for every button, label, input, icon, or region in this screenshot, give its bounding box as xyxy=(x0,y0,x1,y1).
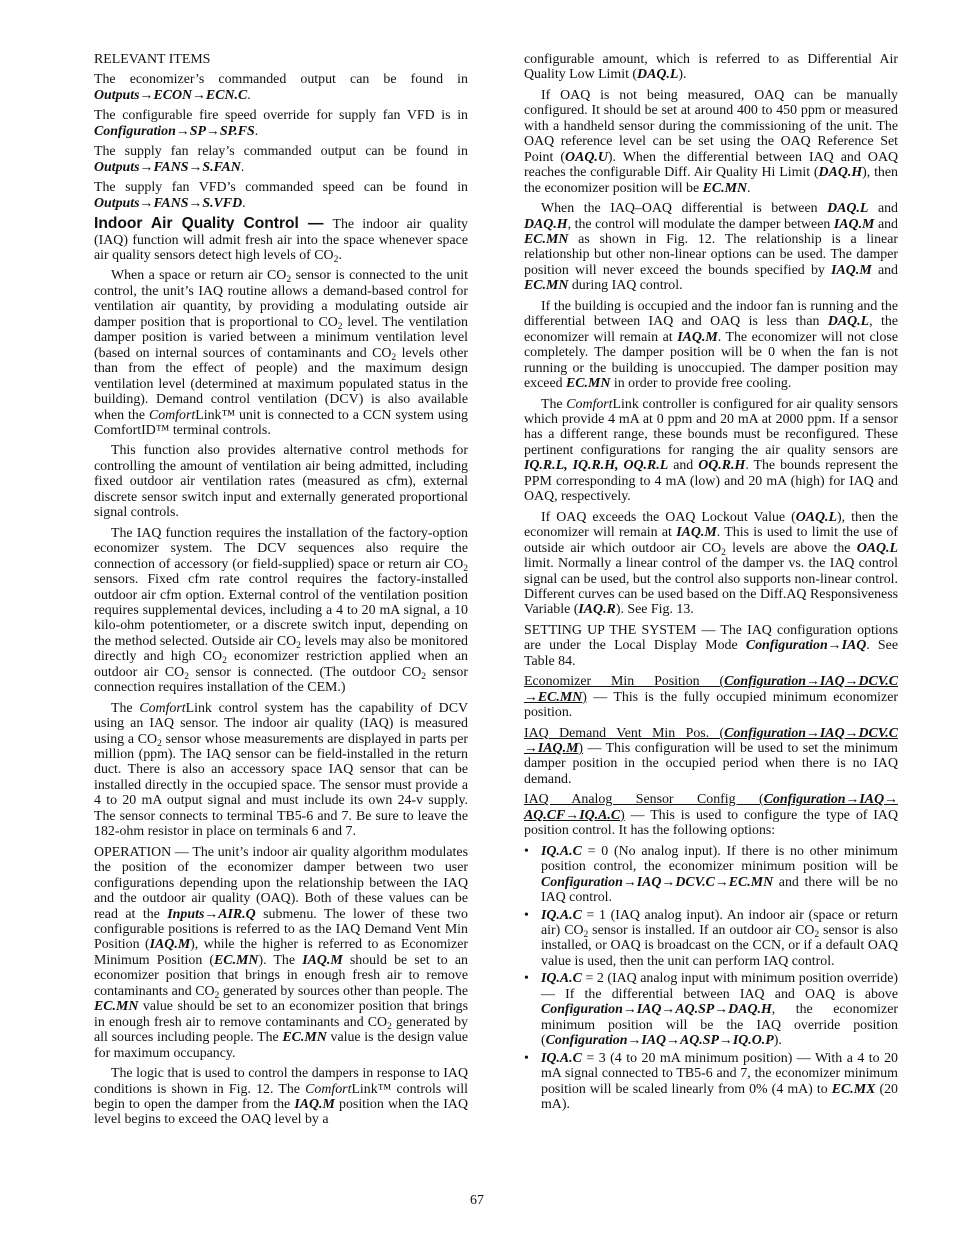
text-run: IAQ.R xyxy=(578,602,616,618)
text-run: should be set to an economizer position that brings in enough fresh air to remove contaminants and CO xyxy=(94,952,468,999)
subscript: 2 xyxy=(463,563,468,574)
text-run: IAQ Demand Vent Min Pos. ( xyxy=(524,725,725,741)
paragraph xyxy=(524,792,898,838)
text-run: OAQ.L xyxy=(856,540,898,556)
text-run: Configuration→SP→SP.FS xyxy=(94,123,255,139)
text-run: sensor is connected to the unit control, the unit’s IAQ routine allows a demand-based control for ventilation air quantity, by providing a modulating outside air damper position that is proportional to CO xyxy=(94,268,469,330)
paragraph xyxy=(524,201,898,294)
paragraph xyxy=(524,88,898,196)
text-run: Configuration→IAQ→AQ.SP→IQ.O.P xyxy=(545,1033,774,1049)
text-run: . The economizer will not close completely. The damper position will be 0 when the fan is not running or the building is unoccupied. The damper position may exceed xyxy=(524,329,898,392)
text-run: and xyxy=(668,458,699,474)
text-run: configurable amount, which is referred to as Differential Air Quality Low Limit ( xyxy=(524,52,898,83)
text-run: ), while the higher is referred to as Economizer Minimum Position ( xyxy=(94,937,468,968)
bullet-icon: • xyxy=(524,907,529,923)
text-run: Configuration→IAQ→ AQ.CF→IQ.A.C xyxy=(524,792,898,823)
text-run: ) xyxy=(620,807,625,823)
text-run: EC.MN xyxy=(566,376,611,392)
paragraph xyxy=(524,674,898,720)
text-run: Comfort xyxy=(139,700,186,716)
text-run: DAQ.L xyxy=(827,201,869,217)
section-heading: Indoor Air Quality Control — xyxy=(94,215,333,233)
text-run: and xyxy=(874,216,898,232)
text-run: IAQ.M xyxy=(294,1097,335,1112)
subscript: 2 xyxy=(296,640,301,651)
text-run: When the IAQ–OAQ differential is between xyxy=(541,201,828,217)
text-run: in order to provide free cooling. xyxy=(610,376,792,392)
text-run: OAQ.U xyxy=(565,149,608,165)
text-run: = 2 (IAQ analog input with minimum position override) — If the differential between IAQ and OAQ is above xyxy=(541,971,898,1002)
page-number: 67 xyxy=(470,1193,484,1208)
right-paragraphs xyxy=(524,52,898,839)
subscript: 2 xyxy=(814,930,820,941)
text-run: ), then the economizer position will be xyxy=(524,165,898,196)
text-run: OAQ.L xyxy=(795,509,837,525)
text-run: . This is used to limit the use of outside air which outdoor air CO xyxy=(524,525,898,556)
text-run: The economizer’s commanded output can be found in xyxy=(94,72,468,88)
text-run: IAQ.M xyxy=(676,525,717,541)
text-run: limit. Normally a linear control of the damper vs. the IAQ control signal can be used, but the control also supports non-linear control. Different curves can be used based on the Diff.AQ Responsiveness Variable ( xyxy=(524,556,898,618)
text-run: DAQ.H xyxy=(524,216,568,232)
text-run: IQ.A.C xyxy=(541,843,582,859)
subscript: 2 xyxy=(421,671,426,682)
text-run: DAQ.L xyxy=(827,314,870,330)
subscript: 2 xyxy=(337,321,343,332)
text-run: Economizer Min Position ( xyxy=(524,674,725,690)
text-run: . xyxy=(242,195,246,211)
paragraph xyxy=(94,72,468,103)
subscript: 2 xyxy=(222,656,227,667)
text-run: ). xyxy=(773,1033,782,1049)
text-run: The configurable fire speed override for supply fan VFD is in xyxy=(94,108,468,124)
bullet-icon: • xyxy=(524,843,529,859)
subscript: 2 xyxy=(583,930,589,941)
text-run: IAQ.M xyxy=(833,216,875,232)
text-run: IAQ Analog Sensor Config ( xyxy=(524,792,764,808)
text-run: EC.MN xyxy=(702,180,747,196)
list-item xyxy=(524,971,898,1048)
subscript: 2 xyxy=(157,738,162,749)
text-run: EC.MN xyxy=(524,278,569,294)
text-run: (20 mA). xyxy=(541,1081,898,1112)
text-run: = 3 (4 to 20 mA minimum position) — With a 4 to 20 mA signal connected to TB5-6 and 7, the economizer minimum position will be scaled linearly from 0% (4 mA) to xyxy=(541,1050,898,1097)
list-item xyxy=(524,844,898,906)
text-run: IAQ.M xyxy=(302,952,343,968)
text-run: and there will be no IAQ control. xyxy=(541,874,898,906)
text-run: The supply fan relay’s commanded output can be found in xyxy=(94,144,468,160)
text-run: IAQ.M xyxy=(149,937,191,953)
text-run: EC.MN xyxy=(524,231,569,247)
paragraph xyxy=(524,726,898,788)
text-run: OQ.R.H xyxy=(698,458,746,474)
text-run: The xyxy=(111,700,140,716)
subscript: 2 xyxy=(214,990,220,1001)
text-run: EC.MX xyxy=(831,1081,876,1097)
text-run: RELEVANT ITEMS xyxy=(94,52,211,67)
subscript: 2 xyxy=(721,547,726,558)
text-run: generated by all sources including people. The xyxy=(94,1014,468,1046)
text-run: IQ.A.C xyxy=(541,1050,582,1066)
text-run: EC.MN xyxy=(94,999,139,1015)
paragraph xyxy=(94,52,468,67)
text-run: , the economizer minimum position will be the IAQ override position ( xyxy=(541,1002,898,1049)
text-run: When a space or return air CO xyxy=(111,268,287,284)
right-column xyxy=(524,52,898,1114)
text-run: Comfort xyxy=(305,1081,352,1097)
text-run: The logic that is used to control the dampers in response to IAQ conditions is shown in Fig. 12. The xyxy=(94,1066,468,1097)
text-run: IAQ.M xyxy=(677,329,718,345)
text-run: Outputs→FANS→S.FAN xyxy=(94,159,241,175)
text-run: OPERATION — The unit’s indoor air quality algorithm modulates the position of the economizer damper between two user configurations depending upon the relationship between the IAQ and the outdoor air quality (OAQ). Both of these values can be read at the xyxy=(94,844,468,922)
text-run: . xyxy=(747,180,751,196)
paragraph xyxy=(94,268,468,438)
paragraph xyxy=(524,510,898,618)
text-run: Link™ unit is connected to a CCN system using ComfortID™ terminal controls. xyxy=(94,407,468,438)
text-run: Configuration→IAQ→DCV.C →EC.MN xyxy=(524,674,898,705)
text-run: sensor is connected. (The outdoor CO xyxy=(188,664,422,680)
text-run: position when the IAQ level begins to exceed the OAQ level by a xyxy=(94,1097,468,1128)
text-run: levels are above the xyxy=(725,540,857,556)
text-run: sensor whose measurements are displayed in parts per million (ppm). The IAQ sensor can be field-installed in the return duct. There is also an accessory space IAQ sensor that can be installed directly in the occupied space. The sensor must provide a 4 to 20 mA output signal and must include its own 24-v supply. The sensor connects to terminal TB5-6 and 7. Be sure to leave the 182-ohm resistor in place on terminals 6 and 7. xyxy=(94,731,468,840)
text-run: as shown in Fig. 12. The relationship is a linear relationship but other non-linear options can be used. The damper position will never exceed the bounds specified by xyxy=(524,231,898,278)
text-run: ). xyxy=(678,67,687,83)
subscript: 2 xyxy=(333,254,339,265)
text-run: Configuration→IAQ→AQ.SP→DAQ.H xyxy=(541,1002,772,1018)
text-run: . xyxy=(254,123,259,139)
text-run: DAQ.L xyxy=(637,67,679,83)
text-run: EC.MN xyxy=(214,952,259,968)
paragraph xyxy=(94,108,468,139)
paragraph xyxy=(94,144,468,175)
paragraph xyxy=(94,443,468,520)
text-run: generated by sources other than people. The xyxy=(219,983,468,999)
text-run: = 1 (IAQ analog input). An indoor air (space or return air) CO xyxy=(541,907,898,939)
subscript: 2 xyxy=(184,671,189,682)
text-run: and xyxy=(871,262,899,278)
text-run: . xyxy=(247,87,251,103)
text-run: ) xyxy=(582,689,587,705)
text-run: DAQ.H xyxy=(818,165,863,181)
bullet-icon: • xyxy=(524,1050,529,1066)
text-run: — This configuration will be used to set the minimum damper position in the occupied period when there is no IAQ demand. xyxy=(524,741,898,787)
text-run: IQ.R.L, IQ.R.H, OQ.R.L xyxy=(524,458,669,474)
text-run: ). When the differential between IAQ and OAQ reaches the configurable Diff. Air Quality Hi Limit ( xyxy=(524,149,899,181)
text-run: Inputs→AIR.Q xyxy=(167,906,256,922)
text-run: ) xyxy=(578,741,584,757)
text-run: ). The xyxy=(258,952,303,968)
paragraph xyxy=(94,1066,468,1128)
subscript: 2 xyxy=(387,1021,392,1032)
text-run: Comfort xyxy=(566,396,613,412)
text-run: submenu. The lower of these two configurable positions is referred to as the IAQ Demand Vent Min Position ( xyxy=(94,906,468,953)
subscript: 2 xyxy=(286,275,292,286)
paragraph xyxy=(94,526,468,696)
text-run: Configuration→IAQ→DCV.C →IAQ.M xyxy=(524,725,898,757)
paragraph xyxy=(524,52,898,83)
list-item xyxy=(524,1051,898,1113)
text-run: The supply fan VFD’s commanded speed can be found in xyxy=(94,180,468,196)
bullet-icon: • xyxy=(524,971,529,987)
text-run: . xyxy=(338,247,342,263)
left-column xyxy=(94,52,468,1133)
paragraph xyxy=(94,216,468,263)
text-run: sensor connection requires installation of the CEM.) xyxy=(94,664,469,696)
text-run: The indoor air quality (IAQ) function will admit fresh air into the space whenever space air quality sensors detect high levels of CO xyxy=(94,217,468,263)
text-run: and xyxy=(868,201,899,217)
text-run: — This is used to configure the type of IAQ position control. It has the following options: xyxy=(524,807,898,839)
text-run: ), then the economizer will remain at xyxy=(524,509,898,541)
text-run: sensor is also installed, or OAQ is broadcast on the CCN, or if a default OAQ value is used, then the unit can perform IAQ control. xyxy=(541,923,898,969)
text-run: Outputs→ECON→ECN.C xyxy=(94,87,248,103)
text-run: value is the design value for maximum occupancy. xyxy=(94,1030,469,1061)
text-run: This function also provides alternative control methods for controlling the amount of ventilation air being admitted, including fixed outdoor air ventilation rates (measured as cfm), external discrete sensor switch input and externally generated proportional signal controls. xyxy=(94,443,468,521)
paragraph xyxy=(524,623,898,669)
subscript: 2 xyxy=(391,352,397,363)
text-run: Link controller is configured for air quality sensors which provide 4 mA at 0 ppm and 20 mA at 2000 ppm. If a sensor has a different range, these bounds must be reconfigured. These pertinent configurations for ranging the air quality sensors are xyxy=(524,396,898,458)
text-run: Link control system has the capability of DCV using an IAQ sensor. The indoor air quality (IAQ) is measured using a CO xyxy=(94,700,468,747)
text-run: value should be set to an economizer position that brings in enough fresh air to remove contaminants and CO xyxy=(94,999,468,1030)
text-run: levels may also be monitored directly and high CO xyxy=(94,633,468,665)
text-run: . See Table 84. xyxy=(524,638,898,669)
text-run: sensors. Fixed cfm rate control requires the factory-installed outdoor air cfm option. External control of the ventilation position requires supplemental devices, including a 4 to 20 mA signal, a 10 kilo-ohm potentiometer, or a discrete switch input, depending on the method selected. Outside air CO xyxy=(94,572,468,649)
text-run: — This is the fully occupied minimum economizer position. xyxy=(524,689,898,721)
text-run: sensor is installed. If an outdoor air CO xyxy=(588,923,815,939)
text-run: economizer restriction applied when an outdoor air CO xyxy=(94,649,468,680)
text-run: If OAQ is not being measured, OAQ can be manually configured. It should be set at around 400 to 450 ppm or measured with a handheld sensor during the commissioning of the unit. The OAQ reference level can be set using the OAQ Reference Set Point ( xyxy=(524,87,898,165)
text-run: The IAQ function requires the installation of the factory-option economizer system. The DCV sequences also require the connection of accessory (or field-supplied) space or return air CO xyxy=(94,525,468,572)
text-run: Configuration→IAQ→DCV.C→EC.MN xyxy=(541,874,774,890)
text-run: levels other than from the effect of people) and the maximum design ventilation level (determined at maximum populated status in the building). Demand control ventilation (DCV) is also available when the xyxy=(94,345,468,423)
text-run: IAQ.M xyxy=(831,262,872,278)
paragraph xyxy=(524,397,898,505)
paragraph xyxy=(94,845,468,1061)
text-run: = 0 (No analog input). If there is no other minimum position control, the economizer minimum position will be xyxy=(541,843,898,875)
text-run: level. The ventilation damper position is varied between a minimum ventilation level (based on internal sources of contaminants and CO xyxy=(94,314,468,361)
text-run: Comfort xyxy=(148,407,196,423)
text-run: EC.MN xyxy=(282,1030,327,1046)
list-item xyxy=(524,908,898,970)
text-run: , the control will modulate the damper between xyxy=(567,216,834,232)
text-run: IQ.A.C xyxy=(541,971,582,987)
text-run: IQ.A.C xyxy=(541,907,582,923)
text-run: . xyxy=(240,159,245,175)
paragraph xyxy=(94,180,468,211)
text-run: Link™ controls will begin to open the damper from the xyxy=(94,1081,468,1112)
text-run: Configuration→IAQ xyxy=(745,638,867,654)
text-run: The xyxy=(541,396,567,412)
text-run: during IAQ control. xyxy=(568,278,683,294)
text-run: SETTING UP THE SYSTEM — The IAQ configuration options are under the Local Display Mode xyxy=(524,622,898,654)
text-run: ). See Fig. 13. xyxy=(615,602,694,618)
text-run: Outputs→FANS→S.VFD xyxy=(94,195,243,211)
paragraph xyxy=(524,299,898,392)
paragraph xyxy=(94,701,468,840)
text-run: , the economizer will remain at xyxy=(524,314,898,345)
text-run: If the building is occupied and the indoor fan is running and the differential between IAQ and OAQ is less than xyxy=(524,298,898,330)
iaq-config-options-list xyxy=(524,844,898,1113)
text-run: If OAQ exceeds the OAQ Lockout Value ( xyxy=(541,509,796,525)
text-run: . The bounds represent the PPM corresponding to 4 mA (low) and 20 mA (high) for IAQ and OAQ, respectively. xyxy=(524,458,899,505)
